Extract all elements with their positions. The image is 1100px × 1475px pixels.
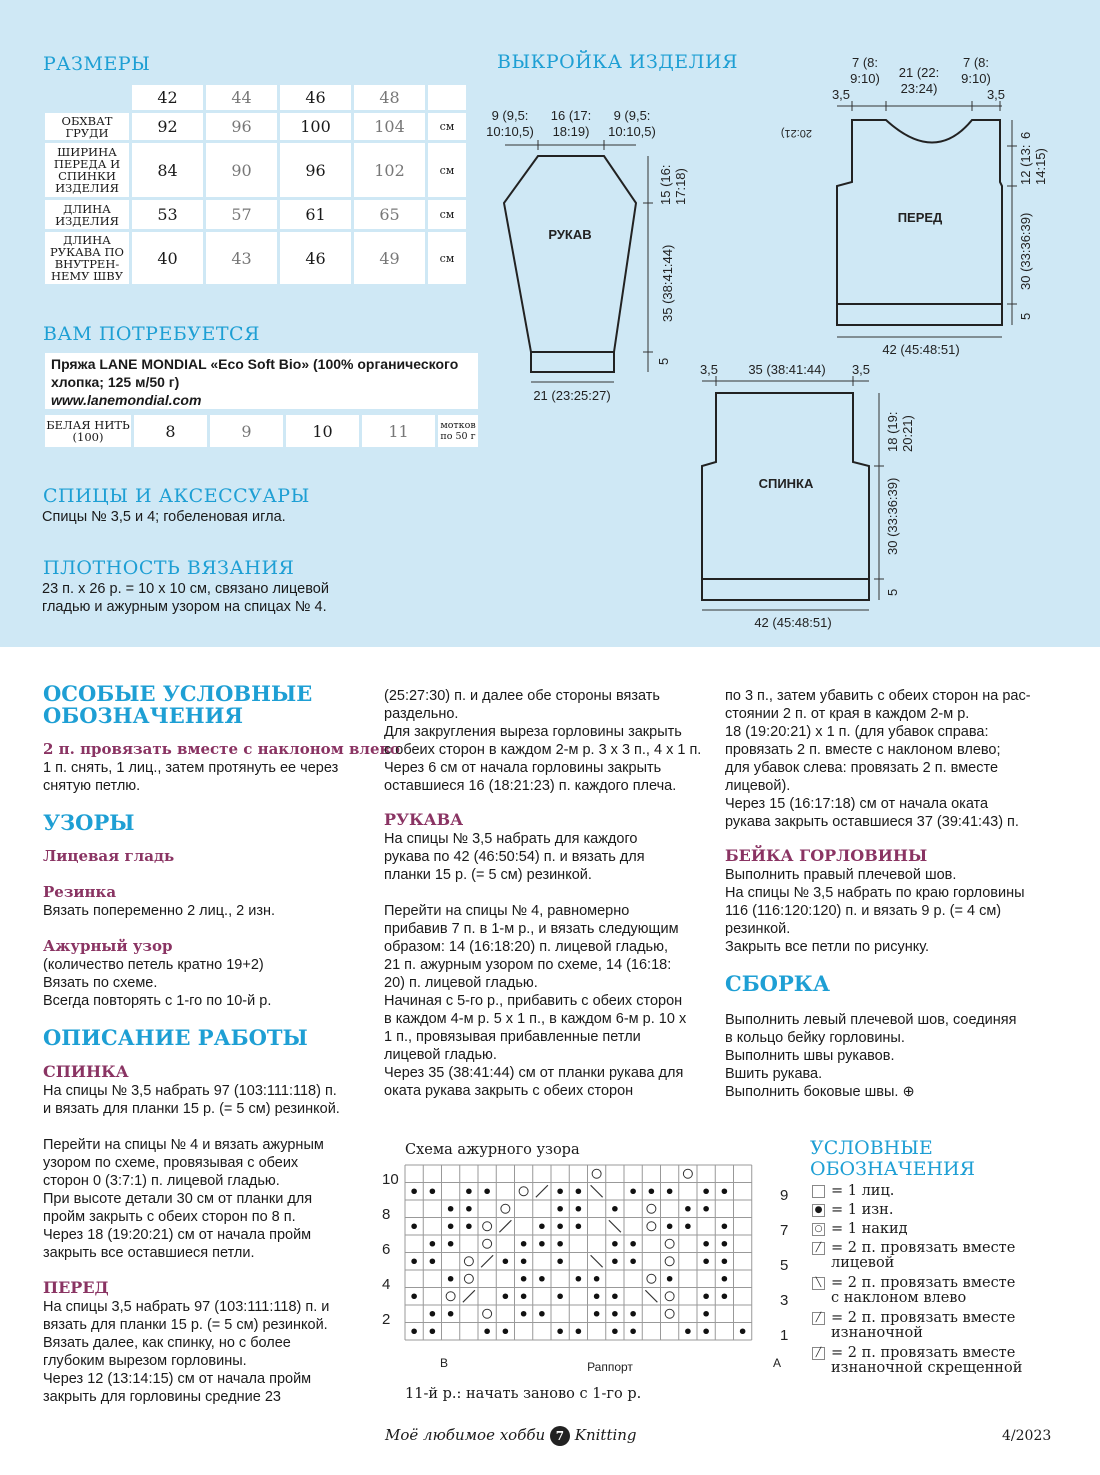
purl-symbol — [411, 1293, 417, 1299]
brand-name: Knitting — [574, 1426, 637, 1444]
purl-symbol — [630, 1311, 636, 1317]
size-header: 46 — [280, 85, 351, 110]
purl-symbol — [703, 1328, 709, 1334]
legend-symbol-icon: ╱ — [812, 1242, 825, 1255]
legend-text: = 1 накид — [831, 1221, 908, 1237]
purl-symbol — [448, 1206, 454, 1212]
lace-text: (количество петель кратно 19+2) Вязать по схеме. Всегда повторять с 1-го по 10-й р. — [43, 957, 272, 1009]
purl-symbol — [630, 1241, 636, 1247]
lace-chart — [370, 1160, 800, 1380]
dim-text: 3,5 — [831, 87, 851, 102]
special-text: 1 п. снять, 1 лиц., затем протянуть ее через снятую петлю. — [43, 760, 339, 794]
purl-symbol — [448, 1223, 454, 1229]
row-label: ДЛИНА ИЗДЕЛИЯ — [45, 200, 129, 229]
purl-symbol — [539, 1311, 545, 1317]
row-label: ОБХВАТ ГРУДИ — [45, 113, 129, 140]
sizes-title: РАЗМЕРЫ — [43, 53, 151, 75]
purl-symbol — [521, 1258, 527, 1264]
k2tog-symbol — [463, 1290, 475, 1302]
dim-text: 3,5 — [851, 362, 871, 377]
purl-symbol — [466, 1206, 472, 1212]
cell: 96 — [206, 113, 277, 140]
dim-text: 30 (33:36:39) — [1018, 212, 1033, 290]
purl-symbol — [466, 1188, 472, 1194]
unit: см — [428, 200, 466, 229]
row-number: 4 — [382, 1276, 391, 1293]
dim-text: 16 (17: 18:19) — [550, 108, 592, 139]
cell: 102 — [354, 143, 425, 197]
legend-item — [812, 1276, 1015, 1306]
purl-symbol — [594, 1293, 600, 1299]
purl-symbol — [557, 1328, 563, 1334]
cell: 46 — [280, 232, 351, 284]
footer-magazine — [385, 1426, 637, 1446]
purl-symbol — [630, 1188, 636, 1194]
purl-symbol — [612, 1258, 618, 1264]
cell: 100 — [280, 113, 351, 140]
ssk-symbol — [609, 1220, 621, 1232]
purl-symbol — [448, 1241, 454, 1247]
purl-symbol — [557, 1223, 563, 1229]
legend-text: = 2 п. провязать вместе изнаночной скрещенной — [831, 1345, 1023, 1376]
special-title: ОСОБЫЕ УСЛОВНЫЕ ОБОЗНАЧЕНИЯ — [43, 681, 313, 728]
purl-symbol — [430, 1188, 436, 1194]
row-number: 6 — [382, 1241, 391, 1258]
purl-symbol — [521, 1276, 527, 1282]
ssk-symbol — [591, 1185, 603, 1197]
cell: 61 — [280, 200, 351, 229]
dim-text: 5 — [1018, 312, 1033, 320]
yarnover-symbol — [464, 1257, 473, 1266]
purl-symbol — [667, 1188, 673, 1194]
assembly-title: СБОРКА — [725, 971, 830, 996]
unit: см — [428, 232, 466, 284]
yarn-url: www.lanemondial.com — [51, 392, 202, 408]
purl-symbol — [484, 1188, 490, 1194]
cell: 84 — [132, 143, 203, 197]
legend-text: = 2 п. провязать вместе с наклоном влево — [831, 1275, 1016, 1306]
legend-text: = 2 п. провязать вместе лицевой — [831, 1240, 1016, 1271]
purl-symbol — [722, 1258, 728, 1264]
yarnover-symbol — [592, 1169, 601, 1178]
sleeve-cuff — [531, 352, 614, 372]
legend-text: = 2 п. провязать вместе изнаночной — [831, 1310, 1016, 1341]
legend-symbol-icon: ╱ — [812, 1347, 825, 1360]
dim-text: 12 (13:14:15) — [1018, 144, 1048, 185]
chart-label-b: В — [439, 1356, 449, 1370]
issue-badge: 7 — [550, 1426, 570, 1446]
assembly-text: Выполнить левый плечевой шов, соединяя в кольцо бейку горловины. Выполнить швы рукавов. Вшить рукава. Выполнить боковые швы. ⊕ — [725, 1012, 1017, 1100]
purl-symbol — [612, 1241, 618, 1247]
needles-title: СПИЦЫ И АКСЕССУАРЫ — [43, 485, 310, 507]
purl-symbol — [484, 1328, 490, 1334]
purl-symbol — [539, 1223, 545, 1229]
sleeve-label: РУКАВ — [548, 227, 592, 242]
pattern-title: ВЫКРОЙКА ИЗДЕЛИЯ — [497, 51, 738, 73]
yarn-line: Пряжа LANE MONDIAL «Eco Soft Bio» (100% органического — [51, 356, 459, 372]
cell: 57 — [206, 200, 277, 229]
cell: 96 — [280, 143, 351, 197]
dim-text: 3,5 — [986, 87, 1006, 102]
back-title: СПИНКА — [43, 1062, 129, 1081]
materials-title: ВАМ ПОТРЕБУЕТСЯ — [43, 323, 260, 345]
purl-symbol — [411, 1223, 417, 1229]
purl-symbol — [466, 1223, 472, 1229]
dim-text: 35 (38:41:44) — [660, 244, 675, 322]
purl-symbol — [448, 1276, 454, 1282]
purl-symbol — [430, 1311, 436, 1317]
purl-symbol — [612, 1206, 618, 1212]
purl-symbol — [722, 1241, 728, 1247]
purl-symbol — [430, 1241, 436, 1247]
dim-text: 3,5 — [699, 362, 719, 377]
purl-symbol — [576, 1328, 582, 1334]
legend-item — [812, 1241, 1015, 1271]
dim-text: 18 (19:20:21) — [885, 411, 915, 452]
purl-symbol — [740, 1328, 746, 1334]
dim-text: 5 — [885, 588, 900, 596]
dim-text: 9 (9,5: 10:10,5) — [486, 108, 534, 139]
purl-symbol — [503, 1293, 509, 1299]
purl-symbol — [667, 1276, 673, 1282]
purl-symbol — [612, 1328, 618, 1334]
gauge-title: ПЛОТНОСТЬ ВЯЗАНИЯ — [43, 557, 295, 579]
unit: мотков по 50 г — [438, 415, 478, 447]
needles-text: Спицы № 3,5 и 4; гобеленовая игла. — [42, 509, 286, 525]
chart-label-a: А — [772, 1356, 782, 1370]
chart-note: 11-й р.: начать заново с 1-го р. — [405, 1386, 642, 1402]
legend-text: = 1 лиц. — [831, 1183, 895, 1199]
purl-symbol — [612, 1293, 618, 1299]
dim-text: 7 (8: 9:10) — [850, 55, 880, 86]
front-title: ПЕРЕД — [43, 1278, 109, 1297]
purl-symbol — [649, 1188, 655, 1194]
yarnover-symbol — [665, 1257, 674, 1266]
purl-symbol — [411, 1258, 417, 1264]
purl-symbol — [594, 1276, 600, 1282]
legend-symbol-icon — [812, 1185, 825, 1198]
cell: 53 — [132, 200, 203, 229]
legend-item — [812, 1346, 1022, 1376]
front-text-cont: (25:27:30) п. и далее обе стороны вязать раздельно. Для закругления выреза горловины закрыть с обеих сторон в каждом 2-м р. 3 х 3 п., 4 х 1 п. Через 6 см от начала горловины закрыть оставшиеся 16 (18:21:23) п. каждого плеча. — [384, 688, 702, 794]
stray-text: 20:21) — [780, 127, 812, 139]
sleeve-outline — [504, 156, 636, 352]
purl-symbol — [521, 1311, 527, 1317]
purl-symbol — [685, 1328, 691, 1334]
yarnover-symbol — [483, 1239, 492, 1248]
purl-symbol — [703, 1311, 709, 1317]
dim-text: 15 (16:17:18) — [658, 164, 688, 205]
yarnover-symbol — [464, 1274, 473, 1283]
purl-symbol — [521, 1293, 527, 1299]
yarnover-symbol — [501, 1204, 510, 1213]
row-number: 7 — [780, 1222, 789, 1239]
purl-symbol — [612, 1311, 618, 1317]
ssk-symbol — [591, 1255, 603, 1267]
row-label: ШИРИНА ПЕРЕДА И СПИНКИ ИЗДЕЛИЯ — [45, 143, 129, 197]
purl-symbol — [703, 1206, 709, 1212]
cell: 43 — [206, 232, 277, 284]
purl-symbol — [703, 1241, 709, 1247]
k2tog-symbol — [536, 1185, 548, 1197]
chart-label-repeat: Раппорт — [587, 1360, 633, 1374]
rib-title: Резинка — [43, 883, 117, 901]
row-number: 1 — [780, 1327, 789, 1344]
purl-symbol — [503, 1328, 509, 1334]
legend-title: УСЛОВНЫЕ ОБОЗНАЧЕНИЯ — [810, 1137, 975, 1180]
yarnover-symbol — [483, 1222, 492, 1231]
schematic-drawing — [0, 0, 1100, 647]
purl-symbol — [722, 1223, 728, 1229]
magazine-name: Моё любимое хобби — [385, 1426, 546, 1444]
purl-symbol — [557, 1188, 563, 1194]
yarnover-symbol — [519, 1187, 528, 1196]
size-header: 44 — [206, 85, 277, 110]
sleeves-text: На спицы № 3,5 набрать для каждого рукава по 42 (46:50:54) п. и вязать для планки 15 р. (= 5 см) резинкой. Перейти на спицы № 4, равномерно прибавив 7 п. в 1-м р., и вязать следующим образом: 14 (16:18:20) п. лицевой гладью, 21 п. ажурным узором по схеме, 14 (16:18: 20) п. лицевой гладью. Начиная с 5-го р., прибавить с обеих сторон в каждом 4-м р. 5 х 1 п., в каждом 6-м р. 10 х 1 п., провязывая прибавленные петли лицевой гладью. Через 35 (38:41:44) см от планки рукава для оката рукава закрыть с обеих сторон — [384, 831, 687, 1099]
unit: см — [428, 143, 466, 197]
cell: 9 — [210, 415, 283, 447]
yarnover-symbol — [683, 1169, 692, 1178]
legend-symbol-icon: ╲ — [812, 1277, 825, 1290]
purl-symbol — [576, 1223, 582, 1229]
chart-grid — [405, 1165, 752, 1340]
purl-symbol — [448, 1311, 454, 1317]
front-label: ПЕРЕД — [897, 210, 943, 225]
purl-symbol — [722, 1188, 728, 1194]
legend-symbol-icon: ○ — [812, 1223, 825, 1236]
cell: 40 — [132, 232, 203, 284]
size-header: 42 — [132, 85, 203, 110]
dim-text: 21 (23:25:27) — [533, 388, 611, 403]
front-text: На спицы 3,5 набрать 97 (103:111:118) п. и вязать для планки 15 р. (= 5 см) резинкой. Вязать далее, как спинку, но с более глубоким вырезом горловины. Через 12 (13:14:15) см от начала пройм закрыть для горловины средние 23 — [43, 1299, 330, 1405]
color-label: БЕЛАЯ НИТЬ (100) — [45, 415, 131, 447]
k2tog-symbol — [481, 1255, 493, 1267]
purl-symbol — [630, 1258, 636, 1264]
purl-symbol — [703, 1258, 709, 1264]
yarn-line: хлопка; 125 м/50 г) — [51, 374, 180, 390]
stockinette-title: Лицевая гладь — [43, 847, 175, 865]
legend-symbol-icon: ╱ — [812, 1312, 825, 1325]
work-title: ОПИСАНИЕ РАБОТЫ — [43, 1025, 308, 1050]
dim-text: 42 (45:48:51) — [754, 615, 832, 630]
patterns-title: УЗОРЫ — [43, 810, 135, 835]
sleeves-text-cont: по 3 п., затем убавить с обеих сторон на рас- стоянии 2 п. от края в каждом 2-м р. 18 (19:20:21) х 1 п. (для убавок справа: провязать 2 п. вместе с наклоном влево; для убавок слева: провязать 2 п. вместе лицевой). Через 15 (16:17:18) см от начала оката рукава закрыть оставшиеся 37 (39:41:43) п. — [725, 688, 1031, 830]
legend-item — [812, 1203, 893, 1218]
purl-symbol — [630, 1328, 636, 1334]
row-number: 8 — [382, 1206, 391, 1223]
back-text: На спицы № 3,5 набрать 97 (103:111:118) п. и вязать для планки 15 р. (= 5 см) резинкой. Перейти на спицы № 4 и вязать ажурным узором по схеме, провязывая с обеих сторон 0 (3:7:1) п. лицевой гладью. При высоте детали 30 см от планки для пройм закрыть с обеих сторон по 8 п. Через 18 (19:20:21) см от начала пройм закрыть все оставшиеся петли. — [43, 1083, 340, 1261]
purl-symbol — [430, 1328, 436, 1334]
yarnover-symbol — [665, 1309, 674, 1318]
cell: 10 — [286, 415, 359, 447]
legend-item — [812, 1184, 894, 1199]
row-number: 10 — [382, 1171, 399, 1188]
dim-text: 42 (45:48:51) — [882, 342, 960, 357]
yarnover-symbol — [647, 1222, 656, 1231]
dim-text: 6 — [1018, 131, 1033, 139]
neck-text: Выполнить правый плечевой шов. На спицы № 3,5 набрать по краю горловины 116 (116:120:120) п. и вязать 9 р. (= 4 см) резинкой. Закрыть все петли по рисунку. — [725, 867, 1025, 955]
cell: 8 — [134, 415, 207, 447]
legend-item — [812, 1311, 1015, 1341]
cell: 92 — [132, 113, 203, 140]
purl-symbol — [557, 1258, 563, 1264]
purl-symbol — [503, 1258, 509, 1264]
k2tog-symbol — [499, 1220, 511, 1232]
legend-item — [812, 1222, 908, 1237]
purl-symbol — [557, 1206, 563, 1212]
purl-symbol — [411, 1328, 417, 1334]
ssk-symbol — [645, 1290, 657, 1302]
yarnover-symbol — [647, 1274, 656, 1283]
purl-symbol — [539, 1241, 545, 1247]
back-outline — [702, 393, 869, 600]
legend-symbol-icon: ● — [812, 1204, 825, 1217]
yarnover-symbol — [446, 1292, 455, 1301]
gauge-text: 23 п. х 26 р. = 10 х 10 см, связано лицевой гладью и ажурным узором на спицах № 4. — [42, 581, 329, 615]
sleeves-title: РУКАВА — [384, 810, 464, 829]
row-number: 3 — [780, 1292, 789, 1309]
purl-symbol — [576, 1276, 582, 1282]
cell: 104 — [354, 113, 425, 140]
back-label: СПИНКА — [758, 476, 814, 491]
dim-text: 5 — [656, 357, 671, 365]
dim-text: 30 (33:36:39) — [885, 477, 900, 555]
special-subtitle: 2 п. провязать вместе с наклоном влево — [43, 740, 400, 758]
chart-title: Схема ажурного узора — [405, 1142, 580, 1158]
purl-symbol — [521, 1241, 527, 1247]
purl-symbol — [667, 1223, 673, 1229]
dim-text: 7 (8: 9:10) — [961, 55, 991, 86]
dim-text: 9 (9,5: 10:10,5) — [608, 108, 656, 139]
cell: 11 — [362, 415, 435, 447]
legend-text: = 1 изн. — [831, 1202, 894, 1218]
purl-symbol — [411, 1188, 417, 1194]
purl-symbol — [576, 1206, 582, 1212]
rib-text: Вязать попеременно 2 лиц., 2 изн. — [43, 903, 275, 919]
unit: см — [428, 113, 466, 140]
purl-symbol — [576, 1188, 582, 1194]
size-header: 48 — [354, 85, 425, 110]
purl-symbol — [722, 1276, 728, 1282]
lace-title: Ажурный узор — [43, 937, 173, 955]
cell: 90 — [206, 143, 277, 197]
row-label: ДЛИНА РУКАВА ПО ВНУТРЕН-НЕМУ ШВУ — [45, 232, 129, 284]
yarnover-symbol — [665, 1292, 674, 1301]
yarnover-symbol — [483, 1309, 492, 1318]
row-number: 2 — [382, 1311, 391, 1328]
row-number: 9 — [780, 1187, 789, 1204]
purl-symbol — [685, 1206, 691, 1212]
purl-symbol — [703, 1293, 709, 1299]
yarnover-symbol — [647, 1204, 656, 1213]
dim-text: 21 (22: 23:24) — [898, 65, 940, 96]
dim-text: 35 (38:41:44) — [748, 362, 826, 377]
purl-symbol — [557, 1241, 563, 1247]
row-number: 5 — [780, 1257, 789, 1274]
purl-symbol — [703, 1188, 709, 1194]
yarnover-symbol — [665, 1239, 674, 1248]
purl-symbol — [539, 1276, 545, 1282]
purl-symbol — [430, 1258, 436, 1264]
neck-title: БЕЙКА ГОРЛОВИНЫ — [725, 846, 928, 865]
purl-symbol — [557, 1293, 563, 1299]
purl-symbol — [594, 1311, 600, 1317]
cell: 49 — [354, 232, 425, 284]
purl-symbol — [722, 1293, 728, 1299]
cell: 65 — [354, 200, 425, 229]
issue-number: 4/2023 — [1002, 1428, 1052, 1444]
purl-symbol — [685, 1223, 691, 1229]
